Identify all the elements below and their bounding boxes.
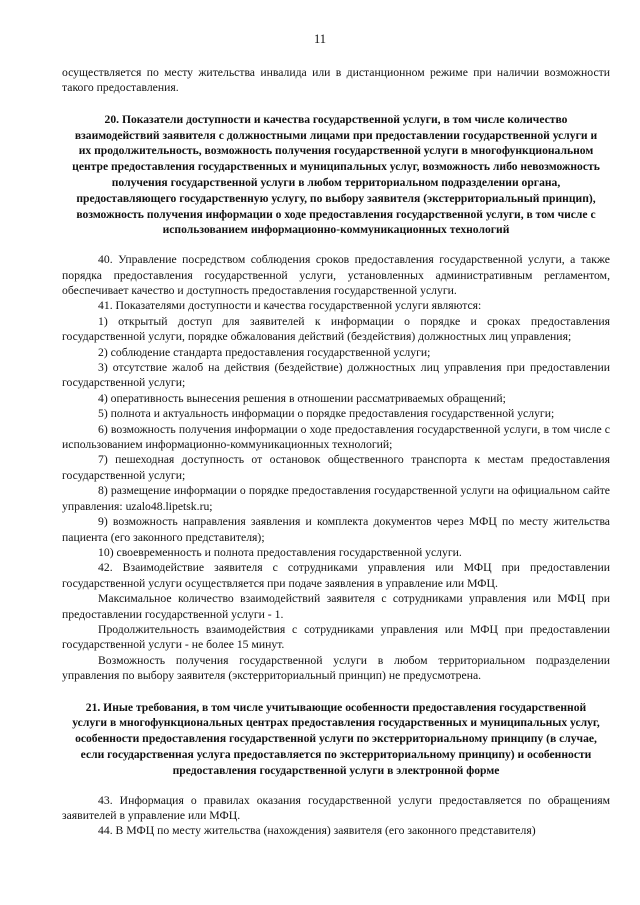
paragraph: 44. В МФЦ по месту жительства (нахождения) заявителя (его законного представителя): [98, 824, 536, 838]
list-item: 2) соблюдение стандарта предоставления государственной услуги;: [98, 345, 431, 359]
list-item: 8) размещение информации о порядке предоставления государственной услуги на официальном сайте управления: uzalo48.lipetsk.ru;: [62, 484, 610, 513]
paragraph: 41. Показателями доступности и качества государственной услуги являются:: [98, 299, 482, 313]
list-item: 3) отсутствие жалоб на действия (бездействие) должностных лиц управления при предоставлении государственной услуги;: [62, 361, 610, 390]
section-20-body: [62, 252, 610, 683]
list-item: 7) пешеходная доступность от остановок общественного транспорта к местам предоставления государственной услуги;: [62, 453, 610, 482]
section-20-heading: 20. Показатели доступности и качества государственной услуги, в том числе количество взаимодействий заявителя с должностными лицами при предоставлении государственной услуги и их продолжительность, возможность получения государственной услуги в многофункциональном центре предоставления государственных и муниципальных услуг, возможность либо невозможность получения государственной услуги в любом территориальном подразделении органа, предоставляющего государственную услугу, по выбору заявителя (экстерриториальный принцип), возможность получения информации о ходе предоставления государственной услуги, в том числе с использованием информационно-коммуникационных технологий: [72, 112, 600, 237]
list-item: 5) полнота и актуальность информации о порядке предоставления государственной услуги;: [98, 407, 555, 421]
section-21-body: [62, 793, 610, 839]
section-21-heading: 21. Иные требования, в том числе учитывающие особенности предоставления государственной услуги в многофункциональных центрах предоставления государственных и муниципальных услуг, особенности предоставления государственной услуги по экстерриториальному принципу (в случае, если государственная услуга предоставляется по экстерриториальному принципу) и особенности предоставления государственной услуги в электронной форме: [72, 700, 600, 777]
paragraph: Максимальное количество взаимодействий заявителя с сотрудниками управления или МФЦ при предоставлении государственной услуги - 1.: [62, 592, 610, 621]
paragraph: 43. Информация о правилах оказания государственной услуги предоставляется по обращениям заявителей в управление или МФЦ.: [62, 793, 610, 822]
list-item: 1) открытый доступ для заявителей к информации о порядке и сроках предоставления государственной услуги, порядке обжалования действий (бездействия) должностных лиц управления;: [62, 314, 610, 344]
intro-paragraph: осуществляется по месту жительства инвалида или в дистанционном режиме при наличии возможности такого предоставления.: [62, 66, 610, 95]
paragraph: 42. Взаимодействие заявителя с сотрудниками управления или МФЦ при предоставлении государственной услуги осуществляется при подаче заявления в управление или МФЦ.: [62, 561, 610, 590]
paragraph: 40. Управление посредством соблюдения сроков предоставления государственной услуги, а также порядка предоставления государственной услуги, установленных административным регламентом, обеспечивает качество и доступность предоставления государственной услуги.: [62, 253, 610, 297]
page-number: 11: [313, 32, 327, 46]
list-item: 4) оперативность вынесения решения в отношении рассматриваемых обращений;: [98, 391, 506, 405]
list-item: 6) возможность получения информации о ходе предоставления государственной услуги, в том числе с использованием информационно-коммуникационных технологий;: [62, 422, 610, 452]
list-item: 10) своевременность и полнота предоставления государственной услуги.: [98, 545, 462, 559]
page-content: [62, 65, 610, 839]
paragraph: Возможность получения государственной услуги в любом территориальном подразделении управления по выбору заявителя (экстерриториальный принцип) не предусмотрена.: [62, 653, 610, 683]
list-item: 9) возможность направления заявления и комплекта документов через МФЦ по месту жительства пациента (его законного представителя);: [62, 515, 610, 544]
paragraph: Продолжительность взаимодействия с сотрудниками управления или МФЦ при предоставлении государственной услуги - не более 15 минут.: [62, 622, 610, 652]
